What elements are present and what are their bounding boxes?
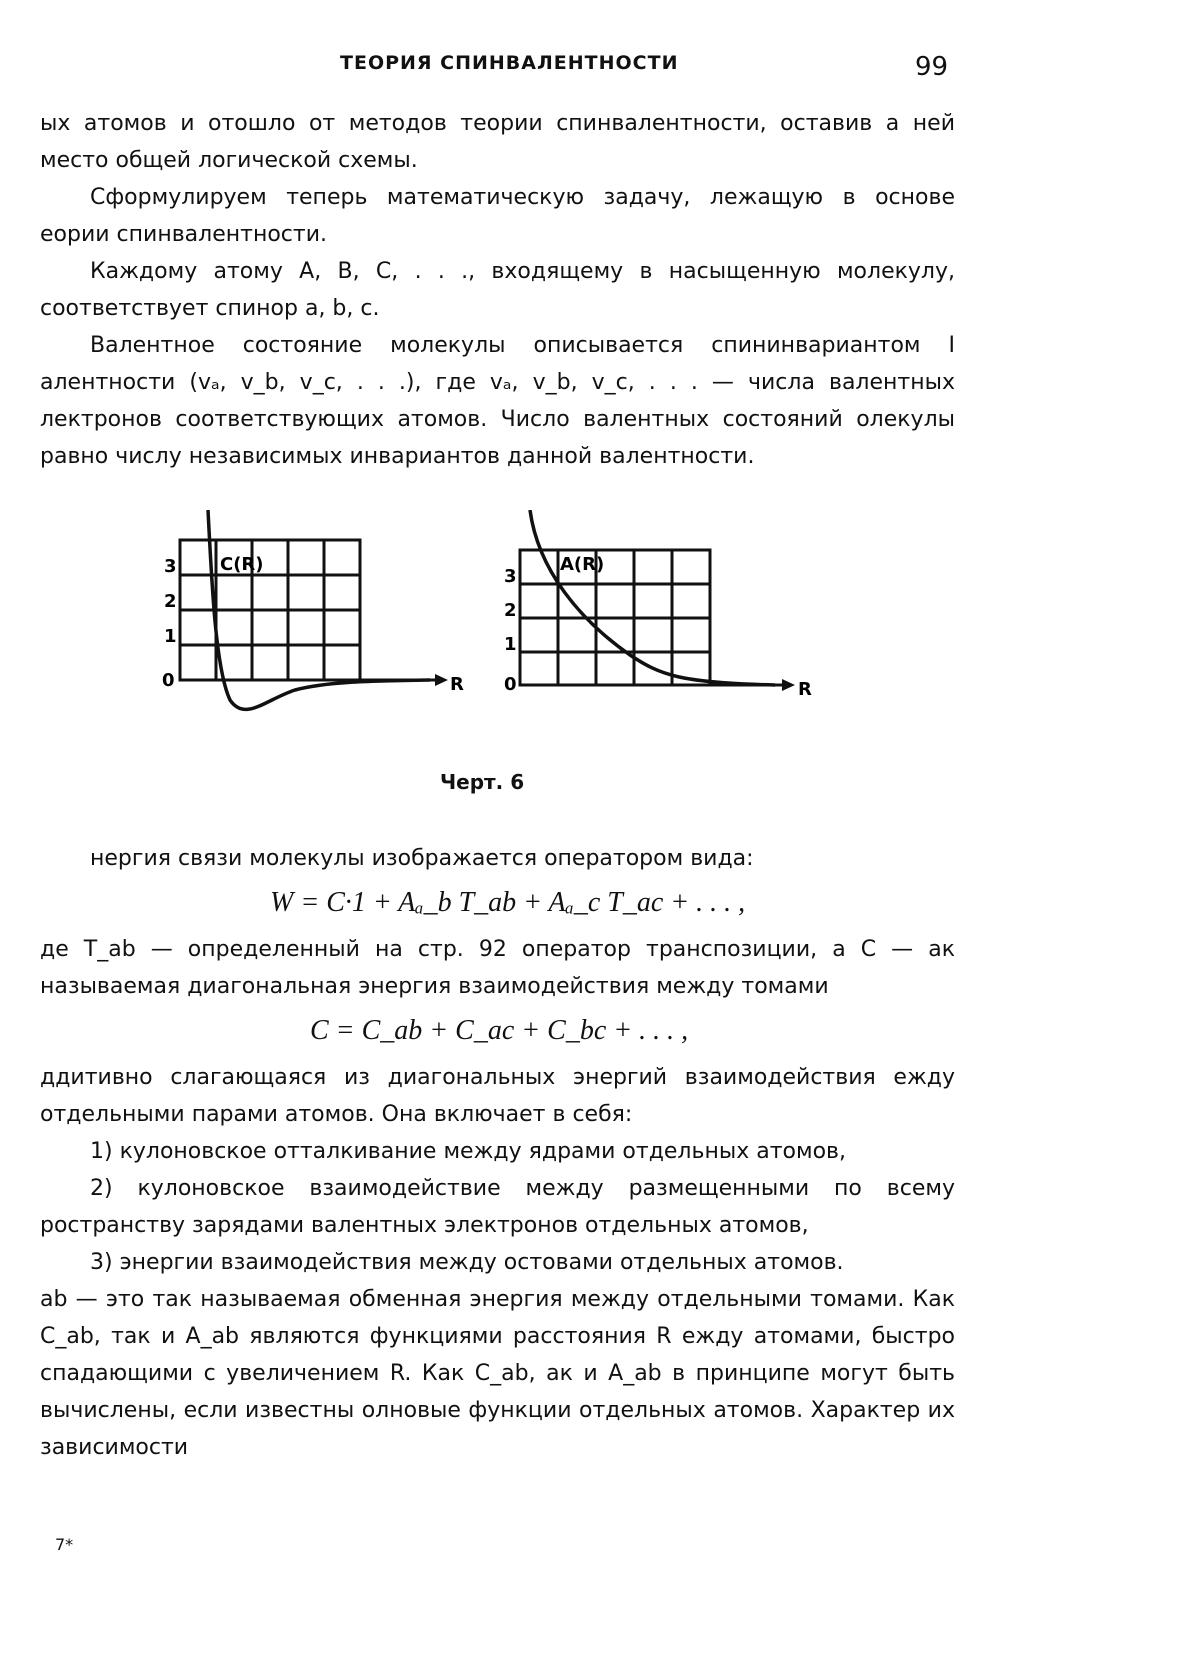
right-chart (504, 510, 812, 700)
figure-caption: Черт. 6 (440, 770, 525, 794)
formula-c: C = C_ab + C_ac + C_bc + . . . , (310, 1015, 689, 1046)
figure-charts (150, 510, 830, 750)
paragraph: Сформулируем теперь математическую задачу, лежащую в основе еории спинвалентности. (40, 185, 955, 247)
paragraph: ых атомов и отошло от методов теории спинвалентности, оставив а ней место общей логической схемы. (40, 111, 955, 173)
axis-label-r: R (798, 679, 812, 700)
left-chart (162, 510, 464, 709)
tick-label: 1 (504, 634, 517, 655)
tick-label: 3 (504, 566, 517, 587)
paragraph: ab — это так называемая обменная энергия между отдельными томами. Как C_ab, так и A_ab являются функциями расстояния R ежду атомами, быстро спадающими с увеличением R. Как C_ab, ак и A_ab в принципе могут быть вычислены, если известны олновые функции отдельных атомов. Характер их зависимости (40, 1287, 955, 1460)
formula-w: W = C·1 + Aₐ_b T_ab + Aₐ_c T_ac + . . . , (270, 887, 746, 918)
paragraph: ддитивно слагающаяся из диагональных энергий взаимодействия ежду отдельными парами атомов. Она включает в себя: (40, 1065, 955, 1127)
tick-label: 2 (164, 591, 177, 612)
tick-label: 0 (504, 674, 517, 695)
tick-label: 2 (504, 600, 517, 621)
tick-label: 1 (164, 626, 177, 647)
tick-label: 3 (164, 556, 177, 577)
figure-6 (150, 510, 830, 754)
curve-a (530, 510, 775, 685)
paragraph: де T_ab — определенный на стр. 92 оператор транспозиции, а C — ак называемая диагональная энергия взаимодействия между томами (40, 937, 955, 999)
list-item: 2) кулоновское взаимодействие между размещенными по всему ространству зарядами валентных электронов отдельных атомов, (40, 1176, 955, 1238)
curve-label-c: C(R) (220, 554, 264, 575)
curve-label-a: A(R) (560, 554, 605, 575)
list-item: 3) энергии взаимодействия между остовами отдельных атомов. (90, 1250, 844, 1275)
tick-label: 0 (162, 670, 175, 691)
running-head: ТЕОРИЯ СПИНВАЛЕНТНОСТИ (340, 52, 679, 74)
paragraph: Каждому атому A, B, C, . . ., входящему в насыщенную молекулу, соответствует спинор a, b, c. (40, 259, 955, 321)
text-block-top (40, 105, 955, 475)
text-block-bottom (40, 840, 955, 1466)
paragraph: Валентное состояние молекулы описывается спининвариантом I алентности (vₐ, v_b, v_c, . . .), где vₐ, v_b, v_c, . . . — числа валентных лектронов соответствующих атомов. Число валентных состояний олекулы равно числу независимых инвариантов данной валентности. (40, 333, 955, 469)
page-number: 99 (915, 52, 949, 82)
axis-label-r: R (450, 674, 464, 695)
signature-mark: 7* (55, 1535, 74, 1554)
paragraph: нергия связи молекулы изображается оператором вида: (90, 846, 754, 871)
list-item: 1) кулоновское отталкивание между ядрами отдельных атомов, (90, 1139, 847, 1164)
